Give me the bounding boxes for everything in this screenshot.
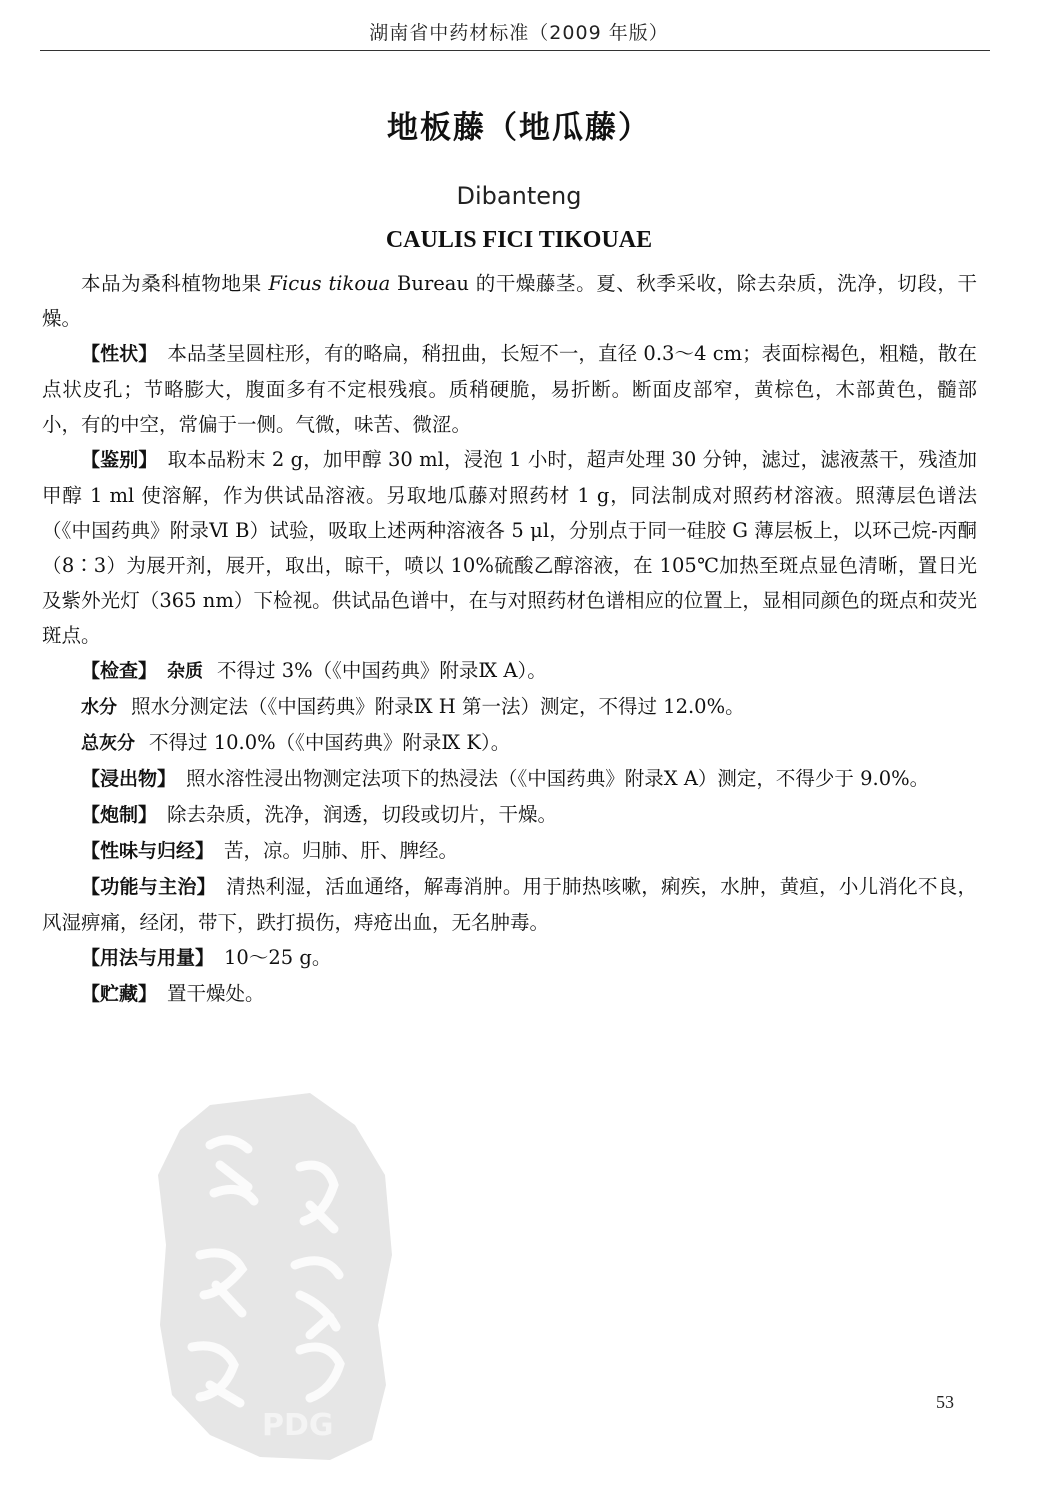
intro-paragraph (42, 266, 977, 336)
section-jinchuwu (42, 761, 977, 797)
section-label: 【功能与主治】 (81, 876, 216, 898)
page-title: 地板藤（地瓜藤） (387, 110, 651, 146)
section-label: 【性状】 (81, 343, 158, 365)
latin-title: CAULIS FICI TIKOUAE (385, 227, 653, 253)
intro-text-before: 本品为桑科植物地果 (81, 272, 269, 295)
section-text: 10～25 g。 (224, 946, 332, 969)
section-text: 照水溶性浸出物测定法项下的热浸法（《中国药典》附录Ⅹ A）测定，不得少于 9.0%。 (186, 767, 930, 790)
section-xingzhuang (42, 336, 977, 442)
header-rule (40, 50, 990, 51)
section-label: 【检查】 (81, 660, 158, 682)
sub-text-shuifen: 照水分测定法（《中国药典》附录Ⅸ H 第一法）测定，不得过 12.0%。 (131, 695, 745, 718)
intro-text-after: Bureau 的干燥藤茎。夏、秋季采收，除去杂质，洗净，切段，干燥。 (42, 272, 978, 330)
section-paozhi (42, 797, 977, 833)
monograph-body (42, 266, 977, 1012)
section-text: 清热利湿，活血通络，解毒消肿。用于肺热咳嗽，痢疾，水肿，黄疸，小儿消化不良，风湿痹痛，经闭，带下，跌打损伤，痔疮出血，无名肿毒。 (42, 875, 977, 934)
section-label: 【用法与用量】 (81, 947, 215, 969)
section-zhucang (42, 976, 977, 1012)
section-label: 【浸出物】 (81, 768, 177, 790)
sub-label-zonghuifen: 总灰分 (81, 733, 135, 754)
watermark-seal (150, 1085, 400, 1465)
section-label: 【鉴别】 (81, 449, 158, 471)
sub-label-shuifen: 水分 (81, 697, 117, 718)
pinyin-title: Dibanteng (456, 182, 582, 210)
watermark-seal-text: PDG (262, 1408, 334, 1443)
section-text: 除去杂质，洗净，润透，切段或切片，干燥。 (167, 803, 558, 826)
section-jianbie (42, 442, 977, 653)
section-text: 取本品粉末 2 g，加甲醇 30 ml，浸泡 1 小时，超声处理 30 分钟，滤过，滤液蒸干，残渣加甲醇 1 ml 使溶解，作为供试品溶液。另取地瓜藤对照药材 1 g，同法制成对照药材溶液。照薄层色谱法（《中国药典》附录Ⅵ B）试验，吸取上述两种溶液各 5 μl，分别点于同一硅胶 G 薄层板上，以环己烷-丙酮（8∶3）为展开剂，展开，取出，晾干，喷以 10%硫酸乙醇溶液，在 105℃加热至斑点显色清晰，置日光及紫外光灯（365 nm）下检视。供试品色谱中，在与对照药材色谱相应的位置上，显相同颜色的斑点和荧光斑点。 (42, 448, 977, 647)
species-name: Ficus tikoua (268, 272, 391, 295)
page-number: 53 (936, 1392, 954, 1412)
section-xingwei (42, 833, 977, 869)
section-label: 【炮制】 (81, 804, 158, 826)
subsection-zonghuifen (42, 725, 977, 761)
section-label: 【贮藏】 (81, 983, 158, 1005)
section-label: 【性味与归经】 (81, 840, 215, 862)
subsection-shuifen (42, 689, 977, 725)
running-header: 湖南省中药材标准（2009 年版） (369, 22, 669, 44)
sub-text-zazhi: 不得过 3%（《中国药典》附录Ⅸ A）。 (217, 659, 547, 682)
section-yongfa (42, 940, 977, 976)
sub-text-zonghuifen: 不得过 10.0%（《中国药典》附录Ⅸ K）。 (149, 731, 511, 754)
section-text: 置干燥处。 (167, 982, 265, 1005)
section-text: 本品茎呈圆柱形，有的略扁，稍扭曲，长短不一，直径 0.3～4 cm；表面棕褐色，粗糙，散在点状皮孔；节略膨大，腹面多有不定根残痕。质稍硬脆，易折断。断面皮部窄，黄棕色，木部黄色，髓部小，有的中空，常偏于一侧。气微，味苦、微涩。 (42, 342, 977, 436)
sub-label-zazhi: 杂质 (167, 661, 204, 682)
section-text: 苦，凉。归肺、肝、脾经。 (224, 839, 459, 862)
section-jiancha (42, 653, 977, 689)
section-gongneng (42, 869, 977, 940)
